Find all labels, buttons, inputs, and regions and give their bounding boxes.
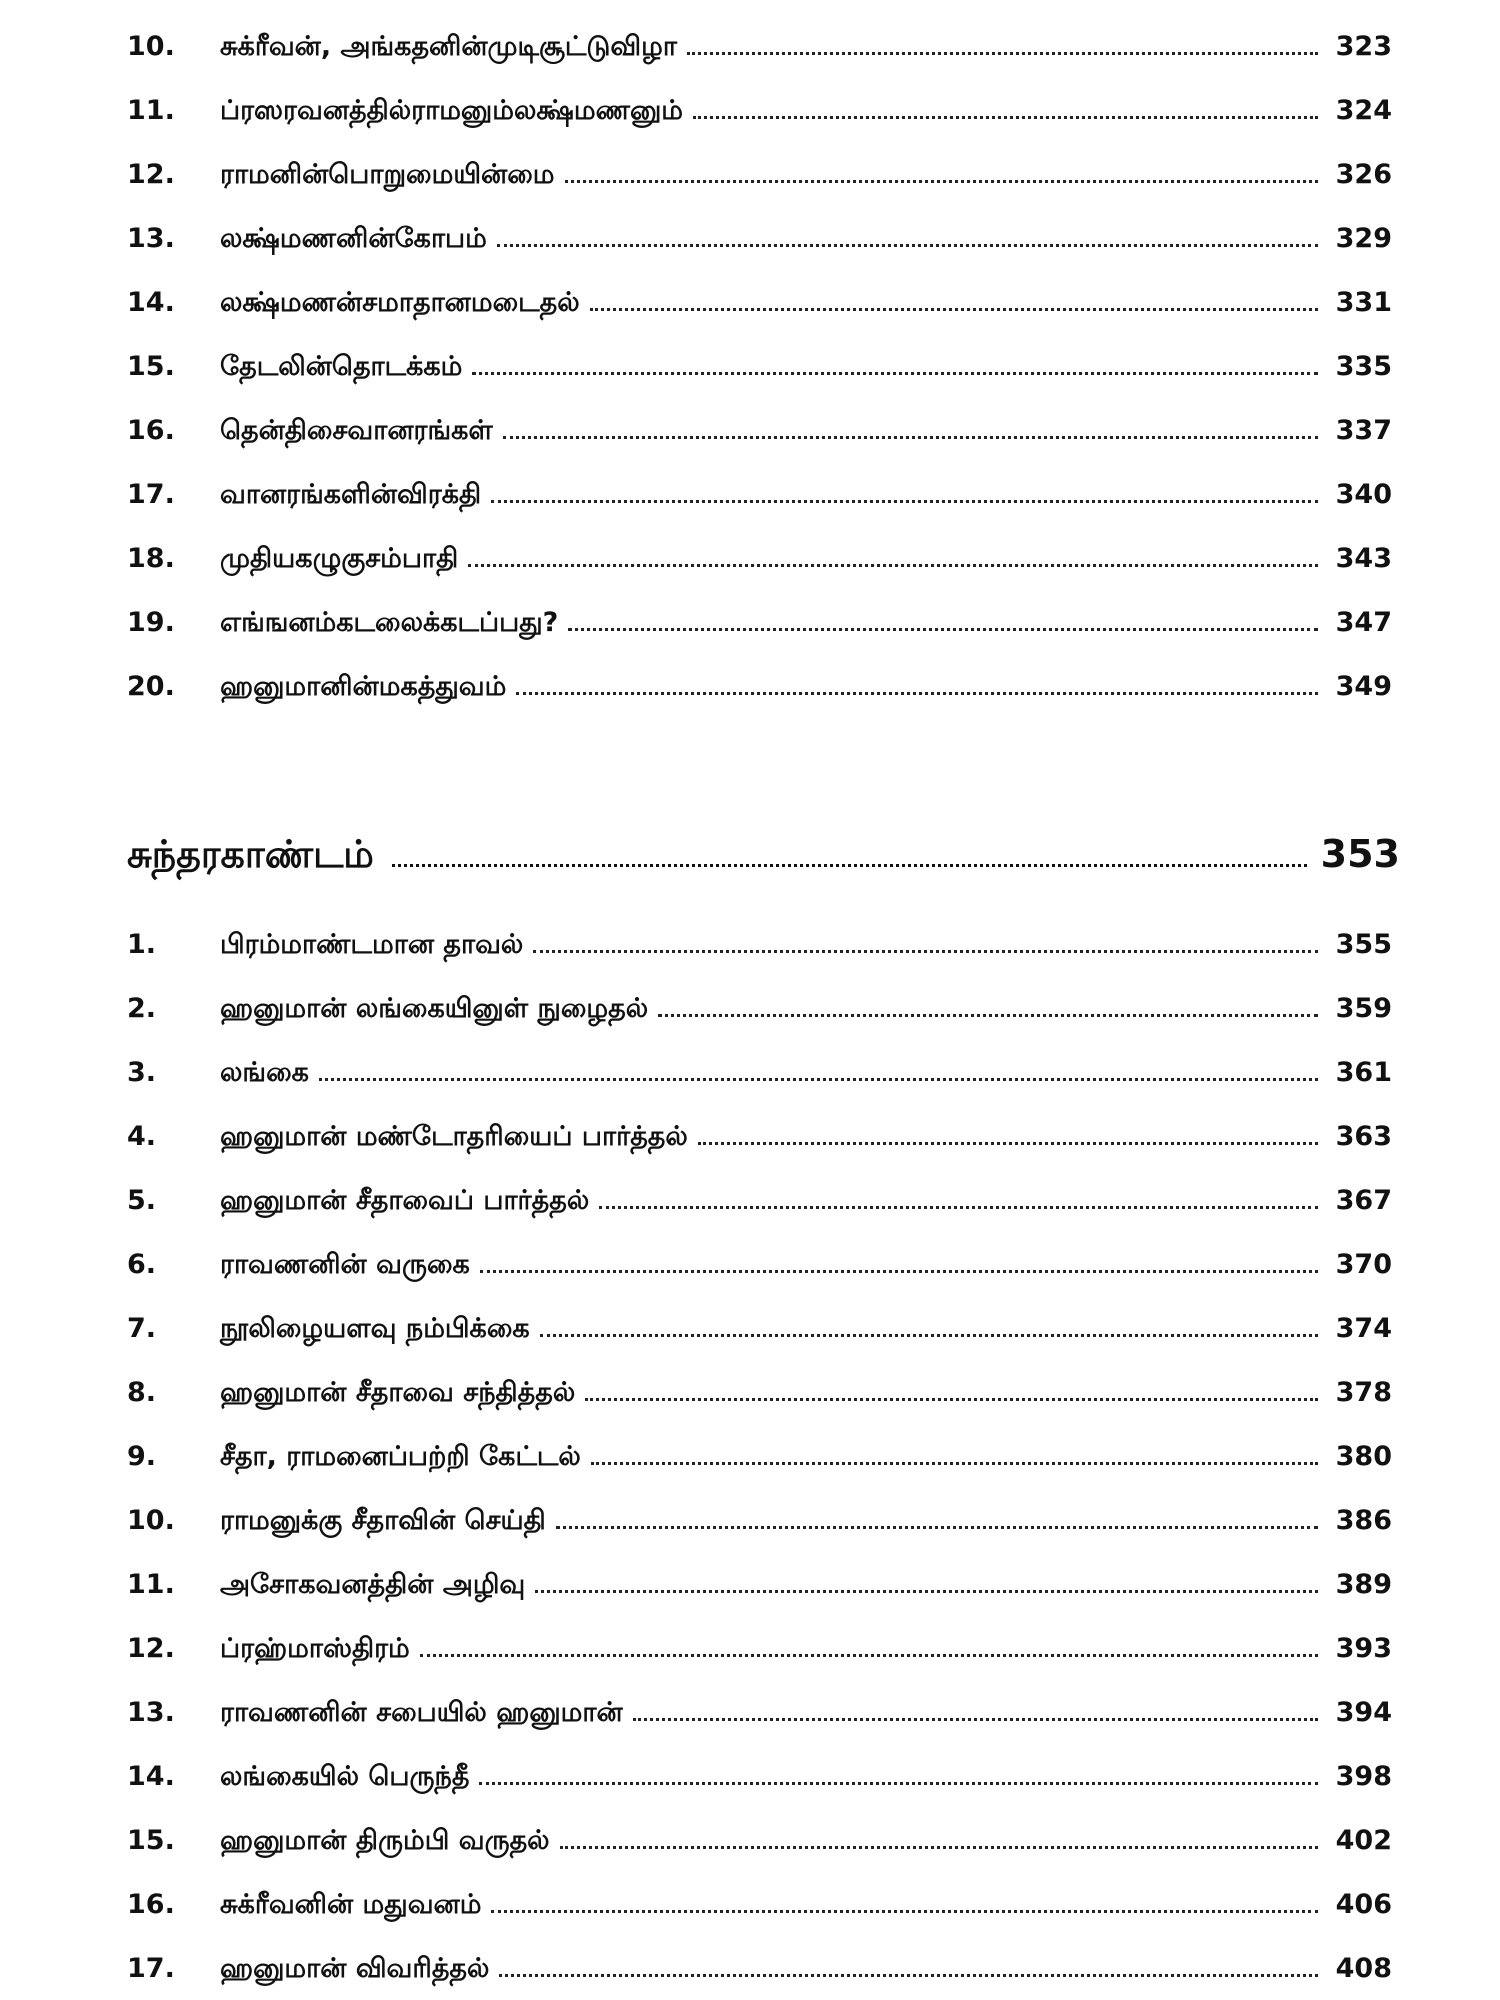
toc-entry[interactable]	[0, 206, 1500, 270]
entry-title: சுக்ரீவனின் மதுவனம்	[220, 1888, 482, 1920]
entry-title: சீதா, ராமனைப்பற்றி கேட்டல்	[220, 1440, 581, 1472]
entry-title: சுக்ரீவன், அங்கதனின்முடிசூட்டுவிழா	[220, 30, 677, 62]
entry-title: அசோகவனத்தின் அழிவு	[220, 1568, 526, 1600]
dot-leader	[556, 1526, 1318, 1529]
entry-number: 18.	[127, 542, 175, 574]
entry-page: 398	[1335, 1760, 1392, 1792]
entry-number: 20.	[127, 670, 175, 702]
entry-page: 363	[1335, 1120, 1392, 1152]
entry-page: 367	[1335, 1184, 1392, 1216]
entry-title: ஹனுமான் மண்டோதரியைப் பார்த்தல்	[220, 1120, 688, 1152]
entry-title: முதியகழுகுசம்பாதி	[220, 542, 459, 574]
dot-leader	[568, 628, 1318, 631]
toc-entry[interactable]	[0, 1808, 1500, 1872]
entry-number: 3.	[127, 1056, 157, 1088]
entry-number: 5.	[127, 1184, 157, 1216]
dot-leader	[499, 1974, 1318, 1977]
entry-number: 6.	[127, 1248, 157, 1280]
entry-number: 7.	[127, 1312, 157, 1344]
dot-leader	[633, 1718, 1318, 1721]
toc-entry[interactable]	[0, 1424, 1500, 1488]
entry-page: 343	[1335, 542, 1392, 574]
dot-leader	[560, 1846, 1318, 1849]
section-heading[interactable]	[127, 832, 1400, 892]
toc-list-kishkindha	[0, 14, 1500, 718]
entry-title: லக்ஷ்மணனின்கோபம்	[220, 222, 487, 254]
entry-title: ராமனின்பொறுமையின்மை	[220, 158, 555, 190]
entry-title: தேடலின்தொடக்கம்	[220, 350, 463, 382]
entry-number: 19.	[127, 606, 175, 638]
dot-leader	[591, 1462, 1318, 1465]
dot-leader	[585, 1398, 1318, 1401]
toc-entry[interactable]	[0, 590, 1500, 654]
entry-title: ஹனுமான் சீதாவைப் பார்த்தல்	[220, 1184, 590, 1216]
entry-page: 408	[1335, 1952, 1392, 1984]
dot-leader	[693, 116, 1318, 119]
dot-leader	[565, 180, 1319, 183]
dot-leader	[468, 564, 1318, 567]
entry-page: 323	[1335, 30, 1392, 62]
entry-number: 17.	[127, 478, 175, 510]
dot-leader	[516, 692, 1318, 695]
entry-page: 402	[1335, 1824, 1392, 1856]
dot-leader	[533, 950, 1318, 953]
entry-number: 11.	[127, 1568, 175, 1600]
entry-number: 15.	[127, 1824, 175, 1856]
entry-title: ராவணனின் சபையில் ஹனுமான்	[220, 1696, 623, 1728]
dot-leader	[590, 308, 1318, 311]
entry-number: 2.	[127, 992, 157, 1024]
entry-title: எங்ஙனம்கடலைக்கடப்பது?	[220, 606, 559, 638]
entry-title: லக்ஷ்மணன்சமாதானமடைதல்	[220, 286, 580, 318]
entry-page: 378	[1335, 1376, 1392, 1408]
entry-page: 370	[1335, 1248, 1392, 1280]
toc-entry[interactable]	[0, 1744, 1500, 1808]
toc-entry[interactable]	[0, 976, 1500, 1040]
entry-number: 13.	[127, 222, 175, 254]
toc-entry[interactable]	[0, 270, 1500, 334]
entry-number: 10.	[127, 1504, 175, 1536]
entry-page: 386	[1335, 1504, 1392, 1536]
entry-number: 10.	[127, 30, 175, 62]
entry-title: ஹனுமான் சீதாவை சந்தித்தல்	[220, 1376, 576, 1408]
entry-number: 15.	[127, 350, 175, 382]
toc-entry[interactable]	[0, 1296, 1500, 1360]
toc-entry[interactable]	[0, 1872, 1500, 1936]
toc-entry[interactable]	[0, 912, 1500, 976]
entry-page: 349	[1335, 670, 1392, 702]
toc-list-sundara	[0, 912, 1500, 2000]
entry-page: 355	[1335, 928, 1392, 960]
toc-entry[interactable]	[0, 142, 1500, 206]
entry-page: 406	[1335, 1888, 1392, 1920]
toc-entry[interactable]	[0, 1936, 1500, 2000]
dot-leader	[319, 1078, 1318, 1081]
entry-number: 1.	[127, 928, 157, 960]
entry-number: 14.	[127, 286, 175, 318]
toc-entry[interactable]	[0, 1168, 1500, 1232]
toc-entry[interactable]	[0, 398, 1500, 462]
entry-title: லங்கை	[220, 1056, 309, 1088]
entry-title: லங்கையில் பெருந்தீ	[220, 1760, 470, 1792]
entry-number: 16.	[127, 414, 175, 446]
dot-leader	[472, 372, 1318, 375]
entry-title: ஹனுமான் திரும்பி வருதல்	[220, 1824, 550, 1856]
section-title: சுந்தரகாண்டம்	[127, 832, 374, 876]
entry-number: 16.	[127, 1888, 175, 1920]
toc-entry[interactable]	[0, 1040, 1500, 1104]
toc-entry[interactable]	[0, 1104, 1500, 1168]
toc-entry[interactable]	[0, 78, 1500, 142]
entry-number: 4.	[127, 1120, 157, 1152]
entry-page: 374	[1335, 1312, 1392, 1344]
entry-page: 324	[1335, 94, 1392, 126]
toc-entry[interactable]	[0, 334, 1500, 398]
entry-page: 335	[1335, 350, 1392, 382]
entry-number: 11.	[127, 94, 175, 126]
entry-number: 13.	[127, 1696, 175, 1728]
toc-entry[interactable]	[0, 1552, 1500, 1616]
toc-entry[interactable]	[0, 1680, 1500, 1744]
entry-number: 14.	[127, 1760, 175, 1792]
toc-entry[interactable]	[0, 654, 1500, 718]
entry-page: 340	[1335, 478, 1392, 510]
toc-entry[interactable]	[0, 1360, 1500, 1424]
entry-page: 329	[1335, 222, 1392, 254]
toc-entry[interactable]	[0, 462, 1500, 526]
entry-page: 361	[1335, 1056, 1392, 1088]
section-page: 353	[1320, 832, 1400, 876]
entry-page: 359	[1335, 992, 1392, 1024]
toc-entry[interactable]	[0, 526, 1500, 590]
entry-title: ஹனுமான் விவரித்தல்	[220, 1952, 490, 1984]
dot-leader	[479, 1782, 1318, 1785]
entry-title: நூலிழையளவு நம்பிக்கை	[220, 1312, 530, 1344]
entry-title: ஹனுமான் லங்கையினுள் நுழைதல்	[220, 992, 649, 1024]
dot-leader	[420, 1654, 1318, 1657]
entry-number: 12.	[127, 158, 175, 190]
entry-page: 331	[1335, 286, 1392, 318]
entry-number: 17.	[127, 1952, 175, 1984]
dot-leader	[540, 1334, 1318, 1337]
entry-page: 347	[1335, 606, 1392, 638]
entry-title: தென்திசைவானரங்கள்	[220, 414, 493, 446]
dot-leader	[497, 244, 1318, 247]
toc-entry[interactable]	[0, 1232, 1500, 1296]
entry-title: ப்ரஸரவனத்தில்ராமனும்லக்ஷ்மணனும்	[220, 94, 684, 126]
dot-leader	[698, 1142, 1318, 1145]
entry-page: 394	[1335, 1696, 1392, 1728]
entry-page: 389	[1335, 1568, 1392, 1600]
dot-leader	[599, 1206, 1318, 1209]
entry-number: 8.	[127, 1376, 157, 1408]
dot-leader	[392, 864, 1307, 867]
entry-title: பிரம்மாண்டமான தாவல்	[220, 928, 524, 960]
entry-title: ஹனுமானின்மகத்துவம்	[220, 670, 507, 702]
entry-page: 380	[1335, 1440, 1392, 1472]
toc-entry[interactable]	[0, 14, 1500, 78]
dot-leader	[687, 52, 1318, 55]
dot-leader	[491, 1910, 1318, 1913]
dot-leader	[535, 1590, 1318, 1593]
entry-title: ராவணனின் வருகை	[220, 1248, 470, 1280]
entry-title: வானரங்களின்விரக்தி	[220, 478, 482, 510]
dot-leader	[480, 1270, 1318, 1273]
toc-entry[interactable]	[0, 1488, 1500, 1552]
entry-page: 326	[1335, 158, 1392, 190]
entry-page: 393	[1335, 1632, 1392, 1664]
entry-title: ப்ரஹ்மாஸ்திரம்	[220, 1632, 410, 1664]
dot-leader	[658, 1014, 1318, 1017]
entry-number: 9.	[127, 1440, 157, 1472]
toc-entry[interactable]	[0, 1616, 1500, 1680]
dot-leader	[491, 500, 1318, 503]
entry-title: ராமனுக்கு சீதாவின் செய்தி	[220, 1504, 546, 1536]
entry-number: 12.	[127, 1632, 175, 1664]
entry-page: 337	[1335, 414, 1392, 446]
dot-leader	[503, 436, 1318, 439]
